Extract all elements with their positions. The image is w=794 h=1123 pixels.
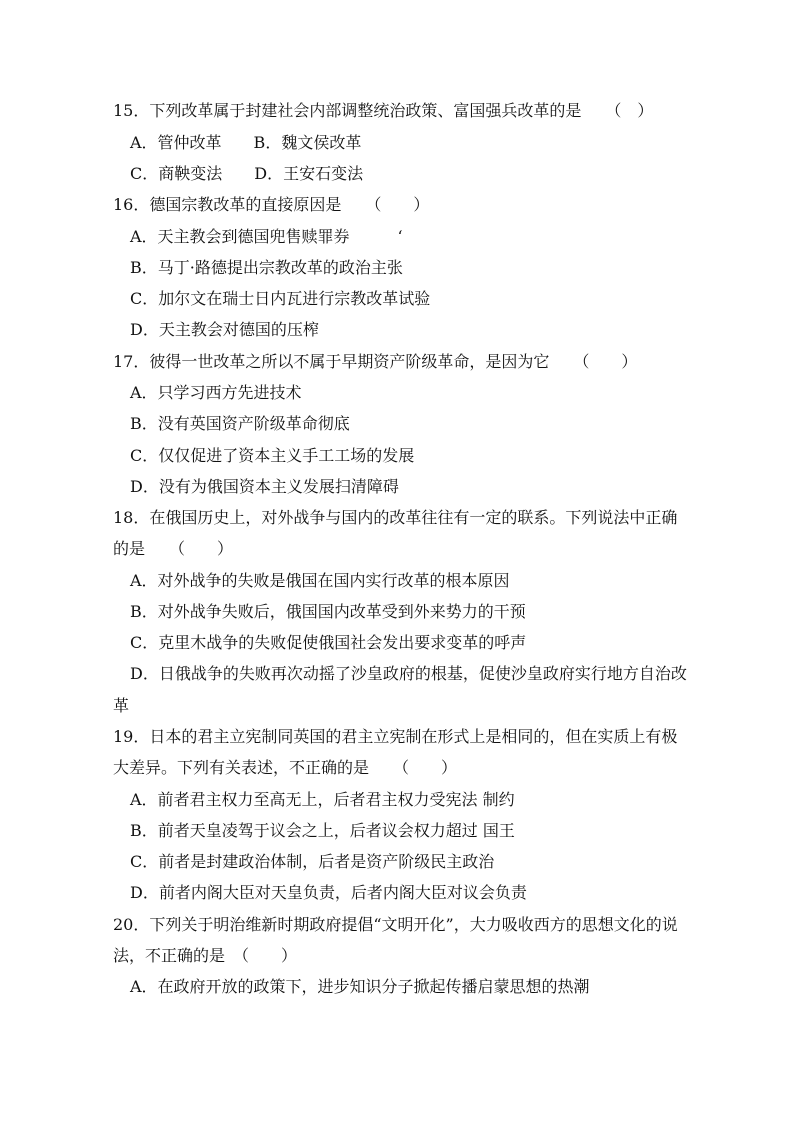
question-16-option-a: A．天主教会到德国兜售赎罪券 ‘ [130,227,403,246]
question-15-options-cd: C．商鞅变法 D．王安石变法 [130,164,364,183]
question-17-stem: 17．彼得一世改革之所以不属于早期资产阶级革命，是因为它 （ ） [113,352,638,371]
question-18-option-c: C．克里木战争的失败促使俄国社会发出要求变革的呼声 [130,633,527,652]
question-18-option-b: B．对外战争失败后，俄国国内改革受到外来势力的干预 [130,602,526,621]
question-19-option-a: A．前者君主权力至高无上，后者君主权力受宪法 制约 [130,790,515,809]
question-15-options-ab: A．管仲改革 B．魏文侯改革 [130,133,362,152]
question-16-option-b: B．马丁·路德提出宗教改革的政治主张 [130,258,403,277]
question-17-option-b: B．没有英国资产阶级革命彻底 [130,414,350,433]
question-17-option-a: A．只学习西方先进技术 [130,383,302,402]
question-18-option-a: A．对外战争的失败是俄国在国内实行改革的根本原因 [130,571,510,590]
question-20-stem-line1: 20．下列关于明治维新时期政府提倡“文明开化”，大力吸收西方的思想文化的说 [113,915,678,934]
question-20-option-a: A．在政府开放的政策下，进步知识分子掀起传播启蒙思想的热潮 [130,977,590,996]
question-18-option-d: D．日俄战争的失败再次动摇了沙皇政府的根基，促使沙皇政府实行地方自治改 [130,664,687,683]
question-19-stem-line1: 19．日本的君主立宪制同英国的君主立宪制在形式上是相同的，但在实质上有极 [113,727,678,746]
question-16-option-c: C．加尔文在瑞士日内瓦进行宗教改革试验 [130,289,431,308]
question-18-stem-line2: 的是 （ ） [113,539,234,558]
question-18-option-d-continuation: 革 [113,696,130,715]
question-19-option-c: C．前者是封建政治体制，后者是资产阶级民主政治 [130,852,495,871]
question-15-stem: 15．下列改革属于封建社会内部调整统治政策、富国强兵改革的是 （ ） [113,101,654,120]
question-17-option-c: C．仅仅促进了资本主义手工工场的发展 [130,446,415,465]
question-16-option-d: D．天主教会对德国的压榨 [130,320,319,339]
question-17-option-d: D．没有为俄国资本主义发展扫清障碍 [130,477,399,496]
question-16-stem: 16．德国宗教改革的直接原因是 （ ） [113,195,430,214]
question-19-option-d: D．前者内阁大臣对天皇负责，后者内阁大臣对议会负责 [130,883,527,902]
question-18-stem-line1: 18．在俄国历史上，对外战争与国内的改革往往有一定的联系。下列说法中正确 [113,508,678,527]
question-20-stem-line2: 法，不正确的是 （ ） [113,946,298,965]
question-19-option-b: B．前者天皇凌驾于议会之上，后者议会权力超过 国王 [130,821,515,840]
question-19-stem-line2: 大差异。下列有关表述，不正确的是 （ ） [113,758,458,777]
